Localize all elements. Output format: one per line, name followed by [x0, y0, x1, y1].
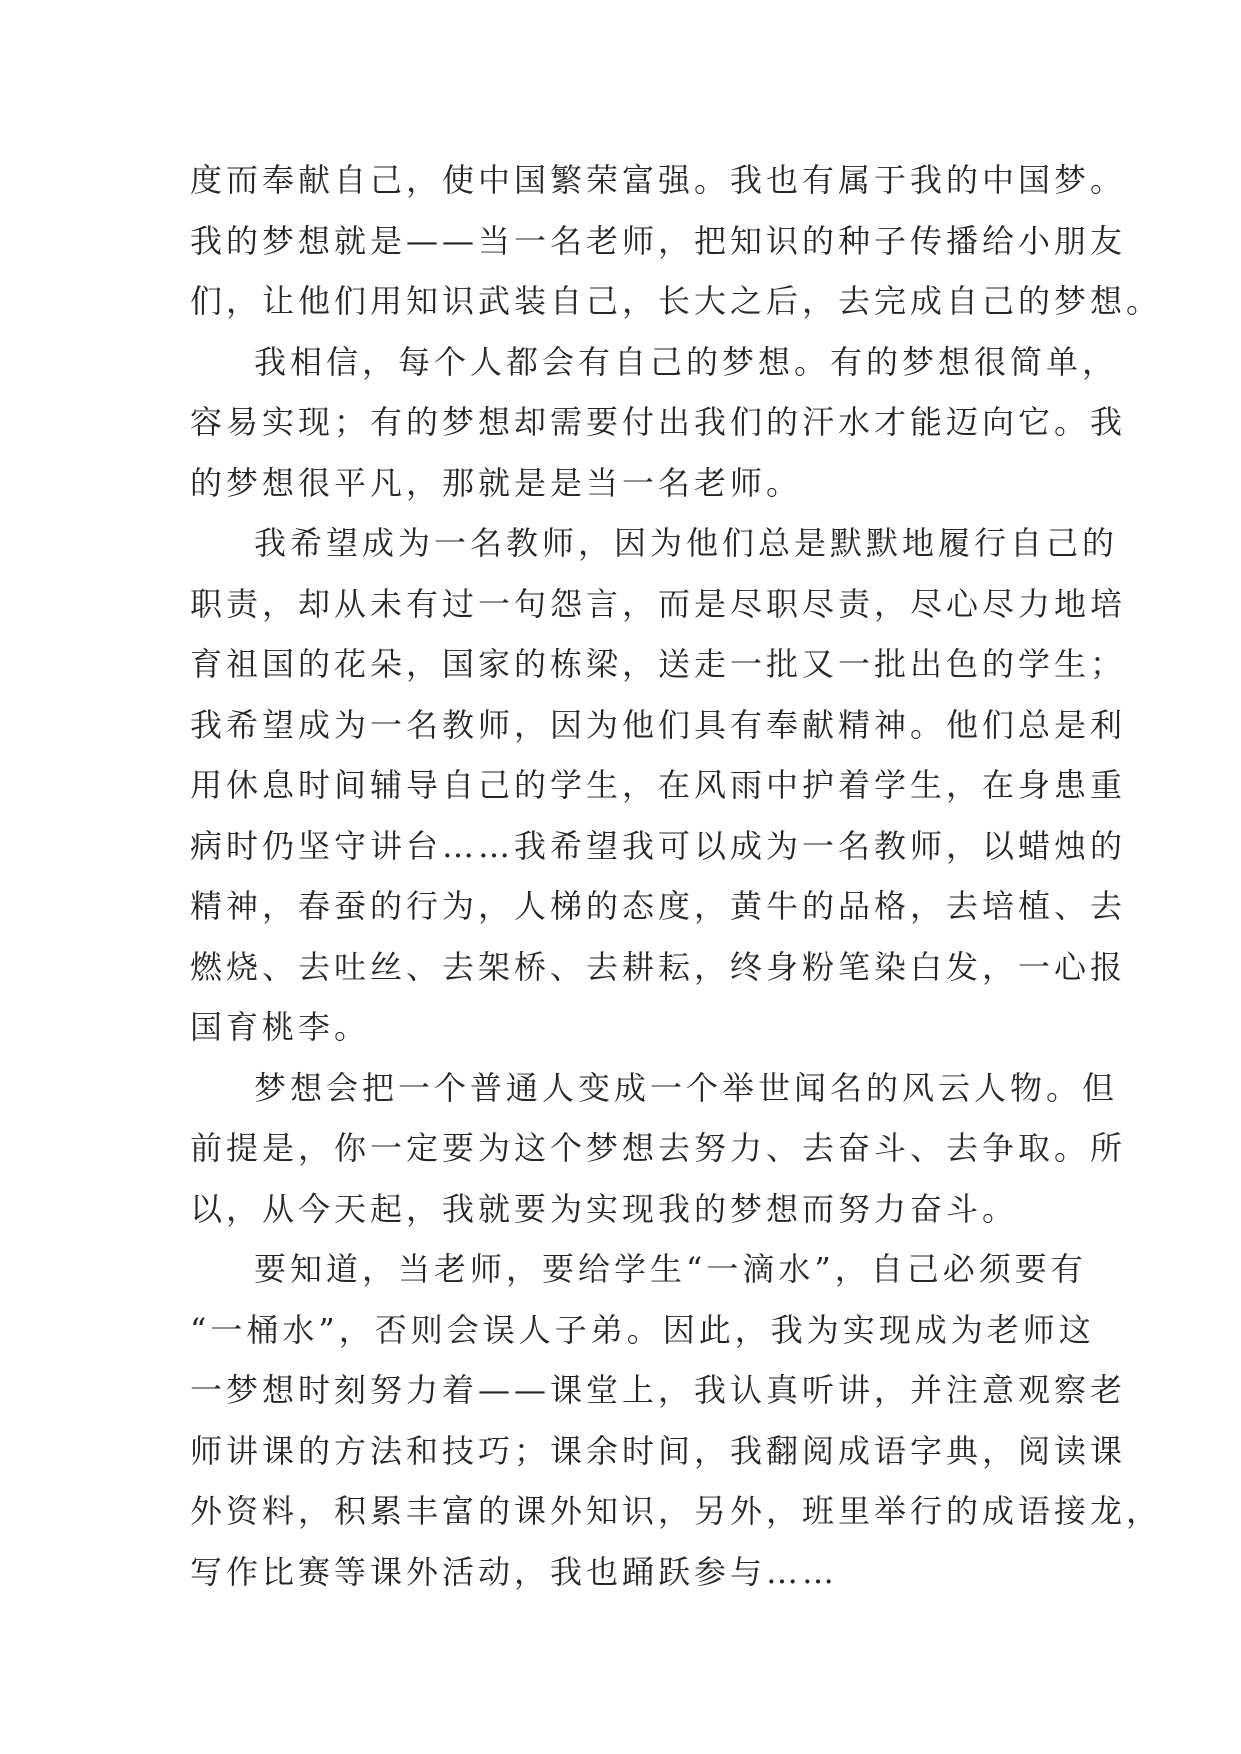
text-line: 前提是，你一定要为这个梦想去努力、去奋斗、去争取。所: [190, 1129, 1127, 1167]
text-line: 燃烧、去吐丝、去架桥、去耕耘，终身粉笔染白发，一心报: [190, 947, 1127, 986]
text-line: 我希望成为一名教师，因为他们总是默默地履行自己的: [254, 524, 1119, 562]
text-line: 我相信，每个人都会有自己的梦想。有的梦想很简单，: [254, 342, 1119, 381]
essay-body: [190, 150, 1163, 1602]
text-line: 我的梦想就是——当一名老师，把知识的种子传播给小朋友: [190, 221, 1127, 260]
text-line: “一桶水”，否则会误人子弟。因此，我为实现成为老师这: [190, 1310, 1095, 1349]
text-line: 的梦想很平凡，那就是是当一名老师。: [190, 463, 803, 502]
text-line: 用休息时间辅导自己的学生，在风雨中护着学生，在身患重: [190, 766, 1127, 804]
text-line: 职责，却从未有过一句怨言，而是尽职尽责，尽心尽力地培: [190, 584, 1127, 623]
text-line: 要知道，当老师，要给学生“一滴水”，自己必须要有: [254, 1250, 1087, 1288]
text-line: 国育桃李。: [190, 1008, 371, 1046]
text-line: 育祖国的花朵，国家的栋梁，送走一批又一批出色的学生；: [190, 645, 1127, 683]
text-line: 精神，春蚕的行为，人梯的态度，黄牛的品格，去培植、去: [190, 887, 1127, 925]
text-line: 容易实现；有的梦想却需要付出我们的汗水才能迈向它。我: [190, 403, 1127, 441]
text-line: 写作比赛等课外活动，我也踊跃参与……: [190, 1552, 839, 1591]
text-line: 以，从今天起，我就要为实现我的梦想而努力奋斗。: [190, 1189, 1019, 1228]
text-line: 一梦想时刻努力着——课堂上，我认真听讲，并注意观察老: [190, 1371, 1127, 1409]
text-line: 我希望成为一名教师，因为他们具有奉献精神。他们总是利: [190, 705, 1127, 744]
text-line: 师讲课的方法和技巧；课余时间，我翻阅成语字典，阅读课: [190, 1431, 1127, 1470]
text-line: 外资料，积累丰富的课外知识，另外，班里举行的成语接龙，: [190, 1492, 1163, 1530]
text-line: 病时仍坚守讲台……我希望我可以成为一名教师，以蜡烛的: [190, 826, 1127, 865]
text-line: 梦想会把一个普通人变成一个举世闻名的风云人物。但: [254, 1068, 1119, 1107]
text-line: 们，让他们用知识武装自己，长大之后，去完成自己的梦想。: [190, 282, 1163, 320]
text-line: 度而奉献自己，使中国繁荣富强。我也有属于我的中国梦。: [190, 161, 1127, 199]
